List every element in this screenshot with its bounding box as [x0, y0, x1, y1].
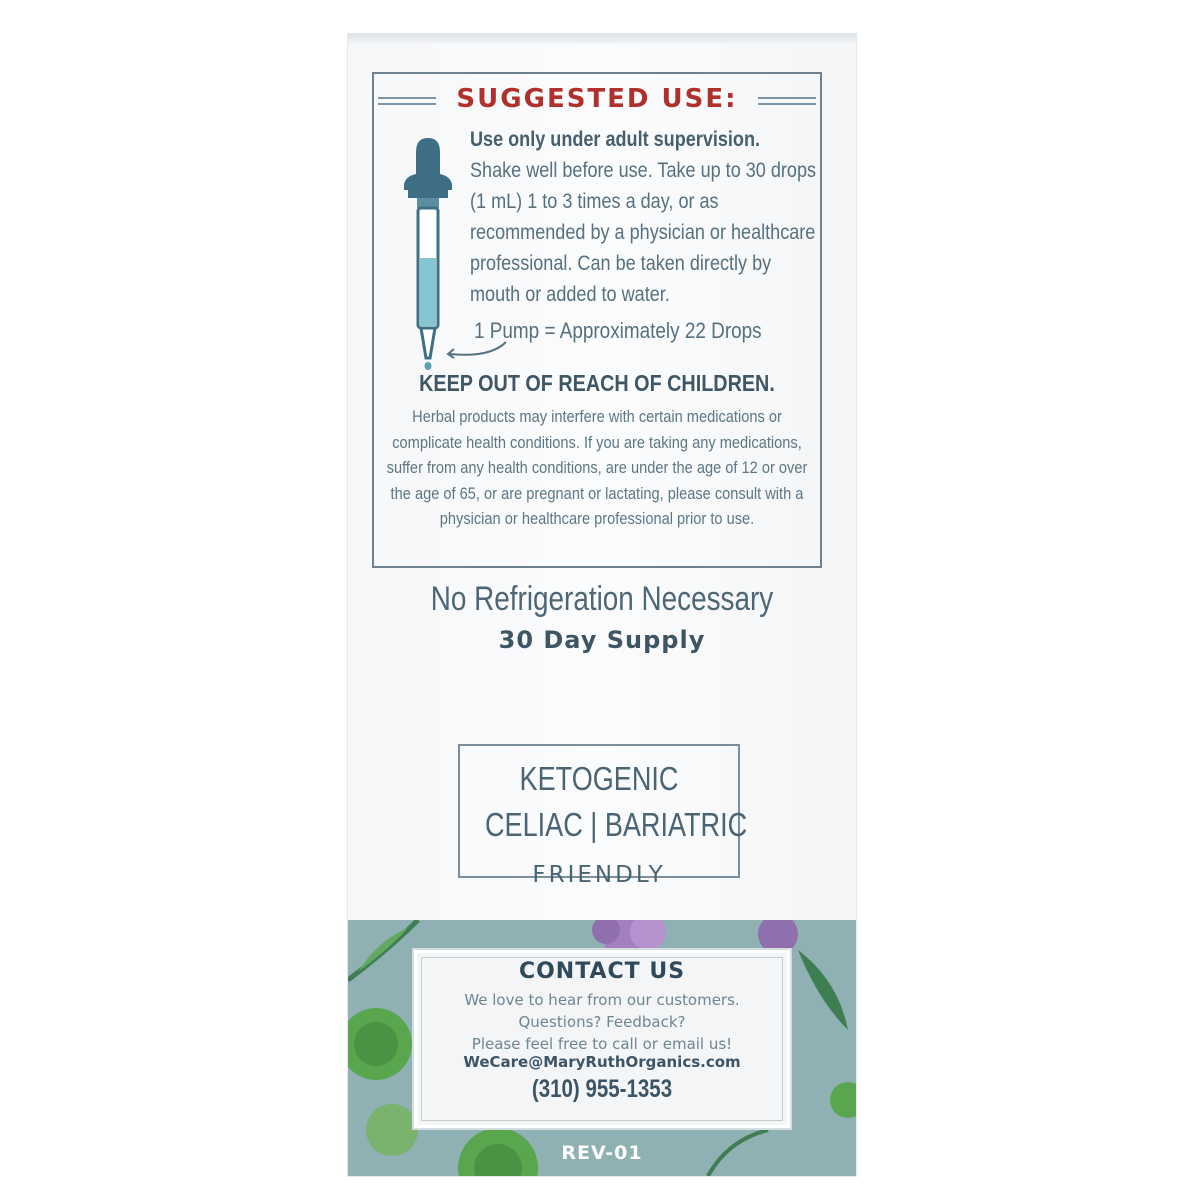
- supply-note: 30 Day Supply: [498, 626, 706, 654]
- supervision-line: Use only under adult supervision.: [470, 128, 761, 151]
- suggested-use-panel: [372, 72, 822, 568]
- warning-text: Herbal products may interfere with certain medications or complicate health conditions. If you are taking any medications, suffer from any health conditions, are under the age of 12 or over the age of 65, or are pregnant or lactating, please consult with a physician or healthcare professional prior to use.: [386, 407, 808, 528]
- suggested-use-heading-row: [374, 84, 820, 118]
- badge-rule-right: [686, 876, 728, 878]
- badge-line-friendly: FRIENDLY: [532, 862, 666, 888]
- contact-line-1: We love to hear from our customers.: [464, 991, 740, 1009]
- badge-line-celiac-bariatric: CELIAC | BARIATRIC: [485, 806, 748, 843]
- heading-rule-right: [758, 97, 816, 105]
- contact-line-2: Questions? Feedback?: [518, 1013, 686, 1031]
- revision-code: REV-01: [561, 1142, 643, 1164]
- refrigeration-note: No Refrigeration Necessary: [430, 580, 774, 618]
- product-box-side-panel: [348, 34, 856, 1176]
- warning-title: KEEP OUT OF REACH OF CHILDREN.: [419, 370, 775, 396]
- contact-panel: [414, 950, 790, 1128]
- badge-line-ketogenic: KETOGENIC: [519, 760, 679, 797]
- badge-friendly-row: [460, 862, 738, 892]
- contact-email: WeCare@MaryRuthOrganics.com: [463, 1053, 741, 1071]
- pump-note-row: [440, 318, 820, 368]
- contact-title: CONTACT US: [518, 959, 686, 984]
- dosage-instructions: Shake well before use. Take up to 30 drops (1 mL) 1 to 3 times a day, or as recommended by a physician or healthcare professional. Can be taken directly by mouth or added to water.: [470, 159, 817, 306]
- suggested-use-title: SUGGESTED USE:: [456, 84, 738, 114]
- contact-phone: (310) 955-1353: [531, 1075, 673, 1103]
- heading-rule-left: [378, 97, 436, 105]
- contact-line-3: Please feel free to call or email us!: [471, 1035, 733, 1053]
- pump-note: 1 Pump = Approximately 22 Drops: [474, 318, 762, 343]
- suggested-use-text: [470, 124, 817, 310]
- badge-rule-left: [470, 876, 512, 878]
- box-top-flap-edge: [348, 34, 856, 44]
- diet-friendly-badge: [458, 744, 748, 888]
